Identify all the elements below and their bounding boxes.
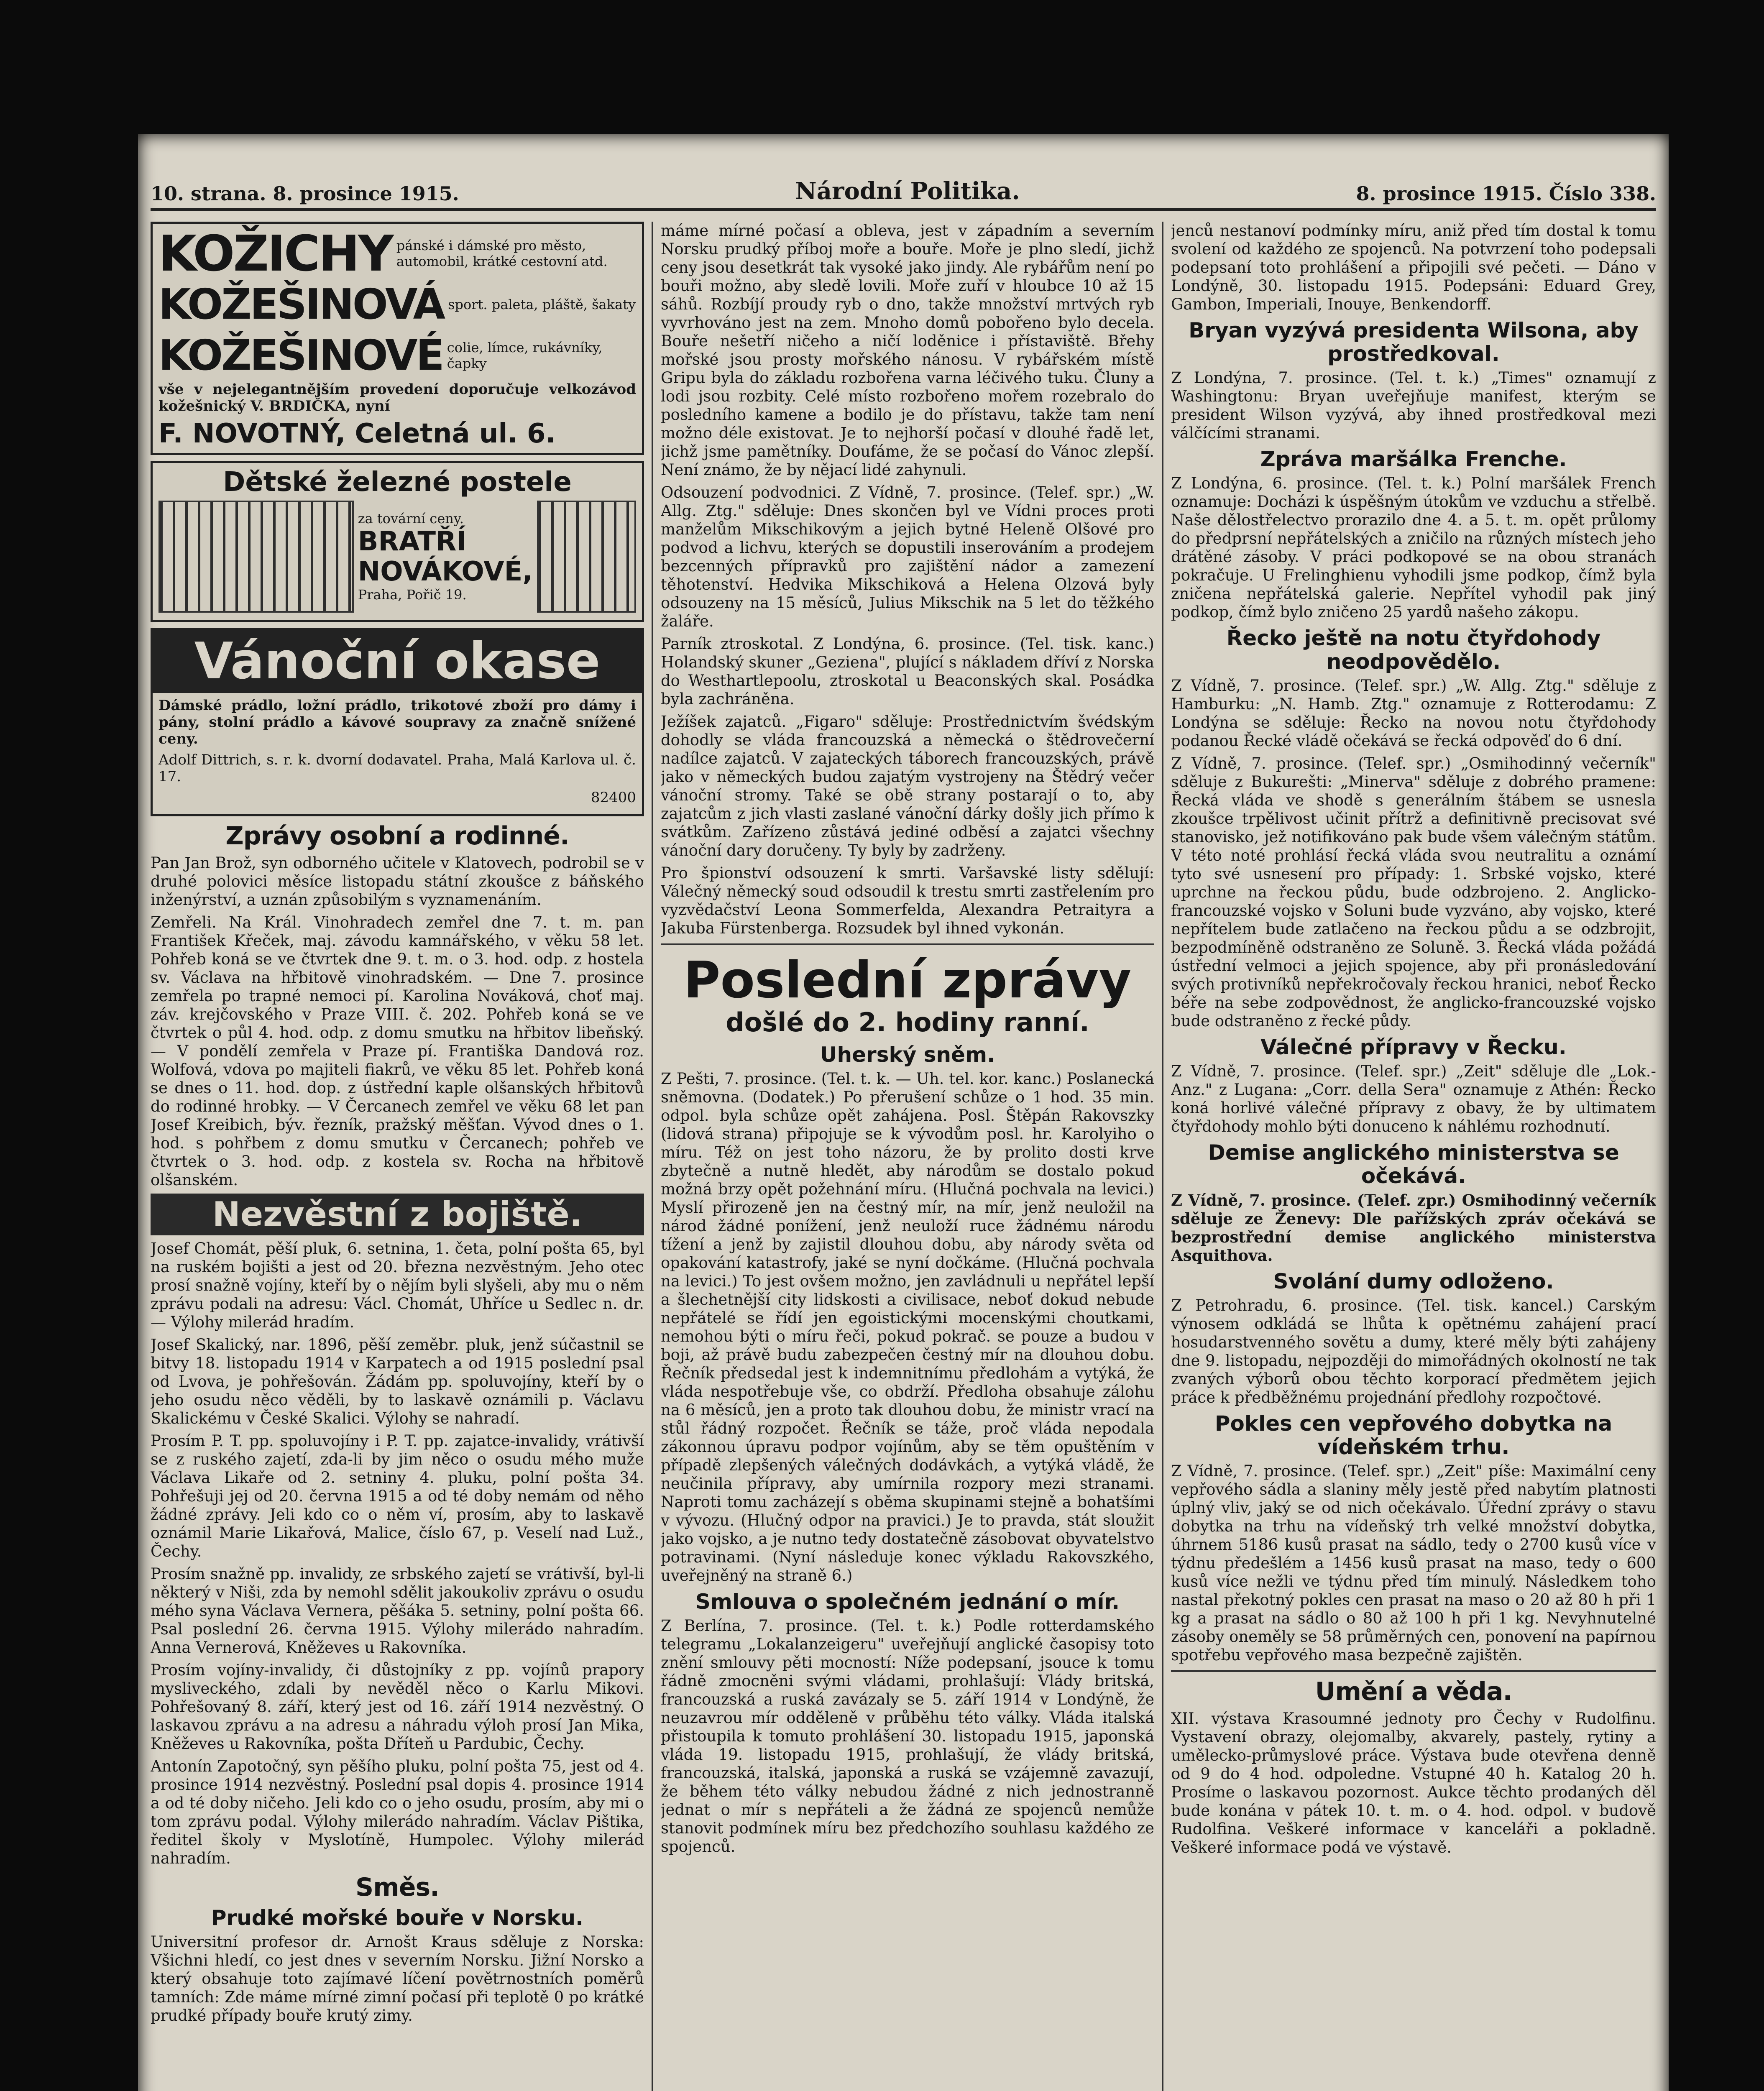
article-paragraph: Z Vídně, 7. prosince. (Telef. zpr.) Osmihodinný večerník sděluje ze Ženevy: Dle pařížských zpráv očekává se bezprostřední demise anglického ministerstva Asquithova. (1171, 1191, 1656, 1265)
divider (661, 943, 1154, 945)
ad-okase-code: 82400 (591, 789, 636, 806)
article-paragraph: Parník ztroskotal. Z Londýna, 6. prosince. (Tel. tisk. kanc.) Holandský skuner „Geziena", plující s nákladem dříví z Norska do Westhartlepoolu, ztroskotal u Beaconských skal. Posádka byla zachráněna. (661, 635, 1154, 708)
article-paragraph: Odsouzení podvodnici. Z Vídně, 7. prosince. (Telef. spr.) „W. Allg. Ztg." sděluje: Dnes skončen byl ve Vídni proces proti manželům Mikschikovým a jejich bytné Heleně Olšové pro podvod a lichvu, kterých se dopustili inserováním a prodejem bezcenných přípravků pro zajištění nádor a zamezení těhotenství. Hedvika Mikschiková a Helena Olzová byly odsouzeny na 15 měsíců, Julius Mikschik na 5 let do těžkého žaláře. (661, 483, 1154, 630)
ad-kozichy-line2-side: sport. paleta, pláště, šakaty (448, 297, 636, 312)
ad-postele-sub: za tovární ceny. (358, 511, 464, 527)
article-title-uhersky-snem: Uherský sněm. (820, 1043, 995, 1067)
article-title-dumy: Svolání dumy odloženo. (1273, 1269, 1554, 1293)
header-right: 8. prosince 1915. Číslo 338. (1356, 182, 1656, 205)
header-left: 10. strana. 8. prosince 1915. (151, 182, 459, 205)
ad-kozichy-line3: KOŽEŠINOVÉ (159, 331, 443, 380)
article-title-recko: Řecko ještě na notu čtyřdohody neodpovědělo. (1226, 626, 1601, 674)
ad-kozichy-line2: KOŽEŠINOVÁ (159, 280, 444, 329)
ad-kozichy-address: F. NOVOTNÝ, Celetná ul. 6. (159, 418, 556, 449)
article-paragraph: Pan Jan Brož, syn odborného učitele v Klatovech, podrobil se v druhé polovici měsíce listopadu státní zkoušce z báňského inženýrství, a uznán způsobilým s vyznamenáním. (151, 854, 644, 909)
article-title-demise: Demise anglického ministerstva se očekává. (1208, 1140, 1619, 1188)
ad-kozichy-line3-side: colie, límce, rukávníky, čapky (447, 340, 603, 371)
article-paragraph: Z Vídně, 7. prosince. (Telef. spr.) „Zeit" píše: Maximální ceny vepřového sádla a slaniny měly jestě před nabytím platnosti úplný vliv, jaký se od nich očekávalo. Úřední zprávy o stavu dobytka na trhu na vídeňský trh velké množství dobytka, úhrnem 5186 kusů prasat na sádlo, tedy o 2700 kusů více v týdnu předešlém a 1456 kusů prasat na maso, tedy o 600 kusů více nežli ve týdnu před tím minulý. Následkem toho nastal překotný pokles cen prasat na maso o 20 až 80 h při 1 kg a prasat na sádlo o 80 až 100 h při 1 kg. Nevyhnutelné zásoby oneměly se 58 průměrných cen, ponovení na papírnou spotřebu vepřového masa bezpečně zajištěn. (1171, 1462, 1656, 1664)
article-paragraph: Z Vídně, 7. prosince. (Telef. spr.) „W. Allg. Ztg." sděluje z Hamburku: „N. Hamb. Ztg." oznamuje z Rotterodamu: Z Londýna se sděluje: Řecko na novou notu čtyřdohody podanou Řecké vládě očekává se řecká odpověď do 6 dní. (1171, 677, 1656, 750)
ad-kozichy-line1-side: pánské i dámské pro město, automobil, krátké cestovní atd. (396, 238, 608, 269)
article-paragraph: Zemřeli. Na Král. Vinohradech zemřel dne 7. t. m. pan František Křeček, maj. závodu kamnářského, v věku 58 let. Pohřeb koná se ve čtvrtek dne 9. t. m. o 3. hod. odp. z hostela sv. Václava na hřbitově vinohradském. — Dne 7. prosince zemřela po trapné nemoci pí. Karolina Nováková, choť maj. záv. krejčovského v Praze VIII. č. 202. Pohřeb koná se ve čtvrtek o půl 4. hod. odp. z domu smutku na hřbitov libeňský. — V pondělí zemřela v Praze pí. Františka Dandová roz. Wolfová, vdova po majiteli fiakrů, ve věku 85 let. Pohřeb koná se dnes o 11. hod. dop. z ústřední kaple olšanských hřbitovů do rodinné hrobky. — V Čercanech zemřel ve věku 68 let pan Josef Kreibich, býv. řezník, pražský měšťan. Vývod dnes o 1. hod. s pohřbem z domu smutku v Čercanech; pohřeb ve čtvrtek o 3. hod. odp. z kostela sv. Rocha na hřbitově olšanském. (151, 913, 644, 1189)
article-title-pokles-cen: Pokles cen vepřového dobytka na vídeňském trhu. (1214, 1411, 1613, 1459)
ad-okase (151, 628, 644, 816)
article-paragraph: XII. výstava Krasoumné jednoty pro Čechy v Rudolfinu. Vystavení obrazy, olejomalby, akvarely, pastely, rytiny a umělecko-průmyslové práce. Výstava bude otevřena denně od 9 do 4 hod. odpoledne. Vstupné 40 h. Katalog 20 h. Prosíme o laskavou pozornost. Aukce těchto prodaných děl bude konána v pátek 10. t. m. o 4. hod. odpol. v budově Rudolfina. Veškeré informace v kanceláři a pokladně. Veškeré informace podá ve výstavě. (1171, 1710, 1656, 1856)
bed-illustration-2 (537, 501, 636, 613)
ad-postele-title: Dětské železné postele (223, 467, 572, 498)
article-paragraph: Z Vídně, 7. prosince. (Telef. spr.) „Osmihodinný večerník" sděluje z Bukurešti: „Minerva" sděluje z dobrého pramene: Řecká vláda ve shodě s generálním štábem se usnesla zkoušce trpělivost učinit přítrž a definitivně precisovat své stanovisko, jež notifikováno pak bude všem válečným státům. V této noté prohlásí řecká vláda svou neutralitu a oznámí tyto své usnesení pro případy: 1. Srbské vojsko, které uprchne na řeckou půdu, bude odzbrojeno. 2. Anglicko-francouzské vojsko v Soluni bude vyzváno, aby vojsko, které nepřítelem bude zatlačeno na řeckou půdu a se odzbrojit, bezpodmíněně odstraněno ze Soluně. 3. Řecká vláda požádá ústřední velmoci a jejich spojence, aby při pronásledování svých protivníků nepřekročovaly řeckou hranici, neboť Řecko béře na sebe zodpovědnost, že anglicko-francouzské vojsko bude odstraněno z řecké půdy. (1171, 754, 1656, 1030)
newspaper-page (138, 134, 1669, 2091)
notice-paragraph: Prosím P. T. pp. spoluvojíny i P. T. pp. zajatce-invalidy, vrátivší se z ruského zajetí, zda-li by jim něco o osudu mého muže Václava Likaře od 2. setniny 4. pluku, polní pošta 34. Pohřešuji jej od 20. června 1915 a od té doby nemám od něho žádné zprávy. Jeli kdo co o něm ví, prosím, aby to laskavě oznámil Marie Likařová, Malice, číslo 67, p. Veselí nad Luž., Čechy. (151, 1432, 644, 1560)
ad-okase-body: Dámské prádlo, ložní prádlo, trikotové zboží pro dámy i pány, stolní prádlo a kávové soupravy za značně snížené ceny. (159, 697, 636, 747)
column-rule (1162, 222, 1163, 2091)
notice-paragraph: Antonín Zapotočný, syn pěšího pluku, polní pošta 75, jest od 4. prosince 1914 nezvěstný. Poslední psal dopis 4. prosince 1914 a od té doby ničeho. Jeli kdo co o jeho osudu, prosím, aby mi o tom zprávu podal. Výlohy milerádo nahradím. Václav Pištika, ředitel školy v Myslotíně, Humpolec. Výlohy milerád nahradím. (151, 1757, 644, 1867)
article-paragraph: máme mírné počasí a obleva, jest v západním a severním Norsku prudký příboj moře a bouře. Moře je plno sledí, jichž ceny jsou desetkrát tak vysoké jako jindy. Ale rybářům není po bouři možno, aby sledě lovili. Moře zuří v hloubce 10 až 15 sáhů. Rozbíjí proudy ryb o dno, takže množství mrtvých ryb vyvrhováno jest na zem. Mnoho domů pobořeno bylo decela. Bouře nešetří ničeho a ničí loděnice i přístaviště. Břehy mořské jsou prosty mořského nánosu. V rybářském místě Gripu byla do základu rozbořena varna léčivého tuku. Čluny a lodi jsou rozbity. Celé místo rozbořeno mořem rozebralo do posledního kamene a bodilo je do přístavu, takže tam není možno déle existovat. Je to nejhorší počasí v dlouhé řadě let, jichž jsme pamětníky. Doufáme, že se počasí do Vánoc zlepší. Není známo, že by nějací lidé zahynuli. (661, 222, 1154, 479)
notice-paragraph: Josef Skalický, nar. 1896, pěší zeměbr. pluk, jenž súčastnil se bitvy 18. listopadu 1914 v Karpatech a od 1915 poslední psal od Lvova, je pohřešován. Žádám pp. spoluvojíny, kteří by o jeho osudu něco věděli, by to laskavě oznámili p. Václavu Skalickému v České Skalici. Výlohy se nahradí. (151, 1336, 644, 1427)
bed-illustration (159, 501, 354, 613)
ad-kozichy-body: vše v nejelegantnějším provedení doporučuje velkozávod kožešnický V. BRDIČKA, nyní (159, 381, 636, 414)
column-rule (652, 222, 653, 2091)
article-title-valecne-pripravy: Válečné přípravy v Řecku. (1260, 1035, 1567, 1059)
notice-paragraph: Josef Chomát, pěší pluk, 6. setnina, 1. četa, polní pošta 65, byl na ruském bojišti a jest od 20. března nezvěstným. Jeho otec prosí snažně vojíny, kteří by o nějím byli slyšeli, aby mu o něm zprávu podali na adresu: Václ. Chomát, Uhříce u Sedlec n. dr. — Výlohy milerád hradím. (151, 1240, 644, 1331)
article-paragraph: Universitní profesor dr. Arnošt Kraus sděluje z Norska: Všichni hledí, co jest dnes v severním Norsku. Jižní Norsko a který obsahuje toto zajímavé líčení povětrnostních poměrů tamních: Zde máme mírné zimní počasí při teplotě 0 po krátké prudké případy bouře krutý zimy. (151, 1933, 644, 2025)
article-title-smlouva: Smlouva o společném jednání o mír. (695, 1590, 1120, 1614)
ad-postele (151, 461, 644, 622)
notice-paragraph: Prosím vojíny-invalidy, či důstojníky z pp. vojínů prapory mysliveckého, zdali by nevěděl něco o Karlu Mikovi. Pohřešovaný 8. září, který jest od 16. září 1914 nezvěstný. O laskavou zprávu a na adresu a náhradu výloh prosí Jan Mika, Kněževes u Rakovníka, pošta Dříteň u Pardubic, Čechy. (151, 1661, 644, 1753)
notice-paragraph: Prosím snažně pp. invalidy, ze srbského zajetí se vrátivší, byl-li některý v Niši, zda by nemohl sdělit jakoukoliv zprávu o osudu mého syna Václava Vernera, pěšáka 5. setniny, polní pošta 66. Psal poslední 26. června 1915. Výlohy milerádo nahradím. Anna Vernerová, Kněževes u Rakovníka. (151, 1565, 644, 1656)
column-2 (661, 222, 1154, 2091)
article-paragraph: Z Vídně, 7. prosince. (Telef. spr.) „Zeit" sděluje dle „Lok.-Anz." z Lugana: „Corr. della Sera" oznamuje z Athén: Řecko koná horlivé válečné přípravy z obavy, že by ultimatem čtyřdohody mohlo býti donuceno k náhlému rozhodnutí. (1171, 1062, 1656, 1135)
article-paragraph: Z Londýna, 6. prosince. (Tel. t. k.) Polní maršálek French oznamuje: Docházi k úspěšným útokům ve vzduchu a střelbě. Naše dělostřelectvo prorazilo dne 4. a 5. t. m. opět průlomy do předprsní nepřátelských a zničilo na různých místech jeho drátěné zásoby. V práci podkopové se na obou stranách pokračuje. U Frelinghienu vyhodili jsme podkop, čímž byla zničena nepřátelská galerie. Nepřítel vyhodil pak jiný podkop, čímž bylo zničeno 25 yardů našeho zákopu. (1171, 474, 1656, 621)
divider (1171, 1670, 1656, 1672)
page-header (151, 176, 1656, 211)
article-title-french: Zpráva maršálka Frenche. (1260, 447, 1567, 471)
ad-postele-address: Praha, Pořič 19. (358, 587, 467, 603)
ad-kozichy-line1: KOŽICHY (159, 225, 392, 282)
article-paragraph: jenců nestanoví podmínky míru, aniž před tím dostal k tomu svolení od každého ze spojenců. Na potvrzení toho podepsali podepsaní toto prohlášení a připojili své pečeti. — Dáno v Londýně, 30. listopadu 1915. Podepsáni: Eduard Grey, Gambon, Imperiali, Inouye, Benkendorff. (1171, 222, 1656, 313)
section-title-posledni-zpravy: Poslední zprávy (683, 951, 1132, 1010)
section-subtitle-posledni-zpravy: došlé do 2. hodiny ranní. (726, 1007, 1089, 1038)
article-paragraph: Z Berlína, 7. prosince. (Tel. t. k.) Podle rotterdamského telegramu „Lokalanzeigeru" uveřejňují anglické časopisy toto znění smlouvy pěti mocností: Níže podepsaní, jsouce k tomu řádně zmocněni svými vládami, prohlašují: Vlády britská, francouzská a ruská zavázaly se 5. září 1914 v Londýně, že neuzavrou mír odděleně v průběhu této války. Vláda italská přistoupila k tomuto prohlášení 30. listopadu 1915, japonská vláda 19. listopadu 1915, prohlašují, že vlády britská, francouzská, italská, japonská a ruská se vzájemně zavazují, že během této války nebudou žádné z nich jednostranně jednat o mír s nepřáteli a že žádná ze spojenců nemůže stanovit podmínek míru bez předchozího souhlasu každého ze spojenců. (661, 1617, 1154, 1856)
article-title-bryan: Bryan vyzývá presidenta Wilsona, aby prostředkoval. (1189, 318, 1639, 366)
section-title-umeni: Umění a věda. (1315, 1677, 1512, 1706)
section-title-smes: Směs. (355, 1873, 439, 1902)
article-paragraph: Z Pešti, 7. prosince. (Tel. t. k. — Uh. tel. kor. kanc.) Poslanecká sněmovna. (Dodatek.) Po přerušení schůze o 1 hod. 35 min. odpol. byla schůze opět zahájena. Posl. Štěpán Rakovszky (lidová strana) připojuje se k vývodům posl. hr. Karolyiho o míru. Též on jest toho názoru, že by prolito dosti krve zbytečně a nutně hledět, aby národům se dostalo pokud možná brzy opět požehnání míru. (Hlučná pochvala na levici.) Myslí přirozeně jen na čestný mír, na mír, jenž neuložil na národ žádné ponížení, jenž neuloží ruce žádnému národu tížení a jenž by zajistil dlouhou dobu, aby národy světa od opakování katastrofy, jaké se nyní dočkáme. (Hlučná pochvala na levici.) To jest ovšem možno, jen zavládnuli u nepřátel lepší a šlechetnější city lidskosti a civilisace, neboť dokud nebude nepřátelé se řídí jen egoistickými mocenskými choutkami, nemohou býti o míru řeči, pokud pokrač. se pouze a budou v boji, až právě budu zabezpečen čestný mír na dlouhou dobu. Řečník předsedal jest k indemnitnímu předlohám a vytýká, že vláda nespotřebuje vše, co obdrží. Předloha obsahuje zálohu na 6 měsíců, jen a proto tak dlouhou dobu, že ministr vrací na stůl řádný rozpočet. Řečník se táže, proč vláda nepodala zákonnou úpravu podpor vojínům, aby se těm opuštěním v případě zlepšených válečných dodávkách, a vytýká vládě, že neučinila přípravy, aby umírnila rozpory mezi stranami. Naproti tomu zacházejí s oběma skupinami stejně a bohatšími v vývozu. (Hlučný odpor na pravici.) Je to pravda, stát sloužit jako vojsko, a je nutno tedy dostatečně zásobovat obyvatelstvo potravinami. (Nyní následuje konec výkladu Rakovszkého, uveřejněný na straně 6.) (661, 1070, 1154, 1585)
column-3 (1171, 222, 1656, 2091)
header-masthead: Národní Politika. (795, 177, 1020, 205)
ad-kozichy (151, 222, 644, 455)
ad-okase-title: Vánoční okase (153, 630, 642, 693)
column-1 (151, 222, 644, 2091)
article-paragraph: Pro špionství odsouzení k smrti. Varšavské listy sdělují: Válečný německý soud odsoudil k trestu smrti zastřelením pro vyzvědačství Leona Sommerfelda, Alexandra Petraityra a Jakuba Fürstenberga. Rozsudek byl ihned vykonán. (661, 864, 1154, 937)
article-paragraph: Z Petrohradu, 6. prosince. (Tel. tisk. kancel.) Carským výnosem odkládá se lhůta k opětnému zahájení prací hosudarstvenného sovětu a dumy, které měly býti zahájeny dne 9. listopadu, nejpozději do mimořádných okolností ne tak zvaných výborů obou těchto korporací předmětem jejich práce k předběžnému projednání předlohy rozpočtové. (1171, 1296, 1656, 1406)
article-paragraph: Ježíšek zajatců. „Figaro" sděluje: Prostřednictvím švédským dohodly se vláda francouzská a německá o štědrovečerní nadílce zajatců. V zajateckých táborech francouzských, právě jako v německých budou zajatým vystrojeny na Štědrý večer vánoční stromy. Také se obě strany postarají o to, aby zajatcům z jich vlasti zaslané vánoční dárky došly jich přímo k svátkům. Zařízeno zůstává jediné odběsí a zajatci všechny vánoční dary doručeny. Ty byly by zadrženy. (661, 713, 1154, 859)
section-title-nezvestni: Nezvěstní z bojiště. (151, 1194, 644, 1235)
section-title-osobni: Zprávy osobní a rodinné. (225, 821, 569, 851)
ad-okase-firm: Adolf Dittrich, s. r. k. dvorní dodavatel. Praha, Malá Karlova ul. č. 17. (159, 752, 636, 785)
subsection-title: Prudké mořské bouře v Norsku. (211, 1906, 584, 1930)
article-paragraph: Z Londýna, 7. prosince. (Tel. t. k.) „Times" oznamují z Washingtonu: Bryan uveřejňuje manifest, kterým se president Wilson vyzývá, aby ihned prostředkoval mezi válčícími stranami. (1171, 369, 1656, 442)
ad-postele-firm: BRATŘÍ NOVÁKOVÉ, (358, 526, 533, 587)
